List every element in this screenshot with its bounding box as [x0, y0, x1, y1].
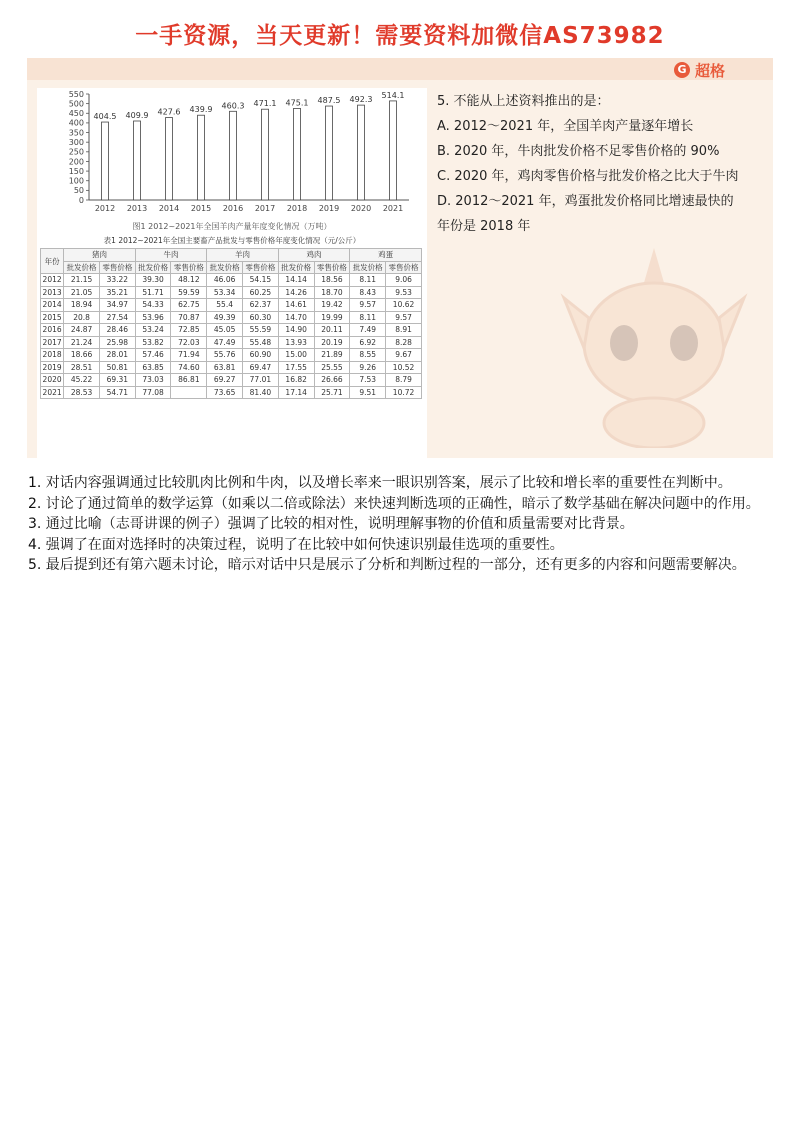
table-cell: 62.37: [243, 299, 279, 312]
y-tick-label: 550: [68, 89, 84, 99]
price-type-header: 批发价格: [135, 261, 171, 274]
table-cell: 19.99: [314, 311, 350, 324]
y-tick-label: 300: [68, 137, 84, 147]
price-type-header: 零售价格: [171, 261, 207, 274]
note-item: 3. 通过比喻（志哥讲课的例子）强调了比较的相对性，说明理解事物的价值和质量需要对比背景。: [28, 516, 634, 532]
price-type-header: 批发价格: [64, 261, 100, 274]
table-cell: 55.59: [243, 324, 279, 337]
table-cell: 21.89: [314, 349, 350, 362]
table-cell: 7.49: [350, 324, 386, 337]
table-cell: 72.03: [171, 336, 207, 349]
table-cell: 55.48: [243, 336, 279, 349]
table-cell: 72.85: [171, 324, 207, 337]
table-cell: 39.30: [135, 274, 171, 287]
table-subheader-row: [41, 261, 422, 274]
table-cell: 24.87: [64, 324, 100, 337]
table-row: [41, 311, 422, 324]
table-cell: 50.81: [99, 361, 135, 374]
bar: [390, 101, 397, 200]
table-cell: 53.24: [135, 324, 171, 337]
table-cell: 71.94: [171, 349, 207, 362]
note-item: 4. 强调了在面对选择时的决策过程，说明了在比较中如何快速识别最佳选项的重要性。: [28, 536, 564, 553]
table-cell: 10.72: [386, 386, 422, 399]
table-cell: 17.55: [278, 361, 314, 374]
table-cell: 77.01: [243, 374, 279, 387]
note-item: 1. 对话内容强调通过比较肌肉比例和牛肉，以及增长率来一眼识别答案，展示了比较和增长率的重要性在判断中。: [28, 475, 732, 491]
table-cell: 2021: [41, 386, 64, 399]
y-tick-label: 100: [68, 176, 84, 186]
table-cell: 69.47: [243, 361, 279, 374]
table-cell: 2018: [41, 349, 64, 362]
bar: [326, 106, 333, 200]
table-cell: 10.52: [386, 361, 422, 374]
table-cell: 35.21: [99, 286, 135, 299]
data-label: 471.1: [253, 99, 277, 109]
x-tick-label: 2012: [94, 204, 116, 213]
table-cell: 69.27: [207, 374, 243, 387]
table-cell: 77.08: [135, 386, 171, 399]
table-cell: 54.71: [99, 386, 135, 399]
y-tick-label: 350: [68, 128, 84, 138]
top-strip: [27, 58, 773, 80]
question-screenshot: [27, 58, 773, 458]
table-cell: 18.56: [314, 274, 350, 287]
table-cell: 9.67: [386, 349, 422, 362]
table-cell: 74.60: [171, 361, 207, 374]
price-table: [40, 248, 422, 399]
brand: [674, 60, 725, 80]
table-cell: 20.11: [314, 324, 350, 337]
price-type-header: 零售价格: [386, 261, 422, 274]
table-cell: 13.93: [278, 336, 314, 349]
table-cell: 9.06: [386, 274, 422, 287]
table-cell: 2015: [41, 311, 64, 324]
x-tick-label: 2013: [126, 204, 148, 213]
table-cell: 28.01: [99, 349, 135, 362]
table-cell: 73.65: [207, 386, 243, 399]
y-tick-label: 250: [68, 147, 84, 157]
table-cell: 2016: [41, 324, 64, 337]
table-cell: 14.26: [278, 286, 314, 299]
data-label: 427.6: [157, 107, 181, 117]
table-cell: 49.39: [207, 311, 243, 324]
product-header: 牛肉: [135, 249, 207, 262]
year-header: 年份: [41, 249, 64, 274]
table-cell: 60.30: [243, 311, 279, 324]
question-stem: 5. 不能从上述资料推出的是：: [437, 94, 610, 109]
table-cell: 8.91: [386, 324, 422, 337]
table-cell: 60.25: [243, 286, 279, 299]
table-cell: 8.11: [350, 311, 386, 324]
x-tick-label: 2014: [158, 204, 180, 213]
brand-logo-icon: G: [674, 62, 690, 78]
table-cell: 9.57: [386, 311, 422, 324]
data-figure: [37, 88, 427, 458]
table-cell: 7.53: [350, 374, 386, 387]
table-cell: 46.06: [207, 274, 243, 287]
mutton-production-bar-chart: [37, 88, 427, 220]
y-tick-label: 500: [68, 99, 84, 109]
data-label: 514.1: [381, 90, 405, 100]
option-d: D. 2012～2021 年，鸡蛋批发价格同比增速最快的: [437, 194, 734, 209]
data-label: 460.3: [221, 101, 245, 111]
table-cell: 9.53: [386, 286, 422, 299]
bar: [294, 108, 301, 200]
y-tick-label: 400: [68, 118, 84, 128]
table-cell: 6.92: [350, 336, 386, 349]
y-tick-label: 450: [68, 109, 84, 119]
table-row: [41, 299, 422, 312]
table-cell: 14.14: [278, 274, 314, 287]
option-c: C. 2020 年，鸡肉零售价格与批发价格之比大于牛肉: [437, 169, 739, 184]
option-d-continued: 年份是 2018 年: [437, 219, 531, 234]
table-cell: 53.34: [207, 286, 243, 299]
table-cell: 55.4: [207, 299, 243, 312]
table-cell: 14.70: [278, 311, 314, 324]
bar: [230, 111, 237, 200]
chart-caption: 图1 2012~2021年全国羊肉产量年度变化情况（万吨）: [132, 222, 332, 231]
table-caption: 表1 2012~2021年全国主要畜产品批发与零售价格年度变化情况（元/公斤）: [103, 236, 361, 245]
table-cell: 33.22: [99, 274, 135, 287]
table-cell: 63.85: [135, 361, 171, 374]
table-cell: 57.46: [135, 349, 171, 362]
table-cell: 21.15: [64, 274, 100, 287]
table-cell: 60.90: [243, 349, 279, 362]
table-cell: 9.26: [350, 361, 386, 374]
table-cell: 55.76: [207, 349, 243, 362]
table-cell: 51.71: [135, 286, 171, 299]
x-tick-label: 2021: [382, 204, 404, 213]
table-cell: 70.87: [171, 311, 207, 324]
table-cell: 18.66: [64, 349, 100, 362]
table-cell: 2020: [41, 374, 64, 387]
data-label: 404.5: [93, 112, 117, 122]
table-row: [41, 361, 422, 374]
table-cell: 28.51: [64, 361, 100, 374]
table-cell: 9.51: [350, 386, 386, 399]
bar: [134, 121, 141, 200]
option-b: B. 2020 年，牛肉批发价格不足零售价格的 90%: [437, 144, 720, 159]
note-item: 5. 最后提到还有第六题未讨论，暗示对话中只是展示了分析和判断过程的一部分，还有更多的内容和问题需要解决。: [28, 557, 746, 573]
table-cell: [171, 386, 207, 399]
table-cell: 14.90: [278, 324, 314, 337]
table-cell: 2013: [41, 286, 64, 299]
table-cell: 28.46: [99, 324, 135, 337]
x-tick-label: 2019: [318, 204, 340, 213]
table-row: [41, 324, 422, 337]
x-tick-label: 2017: [254, 204, 276, 213]
table-cell: 18.70: [314, 286, 350, 299]
table-cell: 53.96: [135, 311, 171, 324]
bar: [262, 109, 269, 200]
table-cell: 69.31: [99, 374, 135, 387]
bar: [166, 118, 173, 200]
table-cell: 15.00: [278, 349, 314, 362]
table-cell: 81.40: [243, 386, 279, 399]
table-cell: 47.49: [207, 336, 243, 349]
x-tick-label: 2018: [286, 204, 308, 213]
table-cell: 28.53: [64, 386, 100, 399]
table-row: [41, 336, 422, 349]
table-cell: 48.12: [171, 274, 207, 287]
table-header-row: [41, 249, 422, 262]
table-cell: 18.94: [64, 299, 100, 312]
table-row: [41, 386, 422, 399]
product-header: 鸡蛋: [350, 249, 422, 262]
price-type-header: 批发价格: [350, 261, 386, 274]
table-cell: 8.79: [386, 374, 422, 387]
table-cell: 2017: [41, 336, 64, 349]
price-type-header: 零售价格: [314, 261, 350, 274]
y-tick-label: 200: [68, 157, 84, 167]
x-tick-label: 2016: [222, 204, 244, 213]
table-cell: 2019: [41, 361, 64, 374]
x-tick-label: 2015: [190, 204, 212, 213]
table-cell: 8.11: [350, 274, 386, 287]
table-cell: 16.82: [278, 374, 314, 387]
table-row: [41, 286, 422, 299]
data-label: 487.5: [317, 96, 341, 106]
data-label: 409.9: [125, 111, 149, 121]
table-cell: 59.59: [171, 286, 207, 299]
table-cell: 53.82: [135, 336, 171, 349]
table-cell: 86.81: [171, 374, 207, 387]
table-cell: 25.98: [99, 336, 135, 349]
product-header: 猪肉: [64, 249, 136, 262]
table-cell: 21.05: [64, 286, 100, 299]
table-cell: 25.55: [314, 361, 350, 374]
table-cell: 54.15: [243, 274, 279, 287]
price-type-header: 批发价格: [207, 261, 243, 274]
mascot-watermark-icon: [559, 238, 749, 448]
price-type-header: 零售价格: [243, 261, 279, 274]
option-a: A. 2012～2021 年，全国羊肉产量逐年增长: [437, 119, 694, 134]
table-cell: 14.61: [278, 299, 314, 312]
table-cell: 17.14: [278, 386, 314, 399]
bar: [198, 115, 205, 200]
question-block: [437, 89, 767, 239]
bar: [358, 105, 365, 200]
table-cell: 2014: [41, 299, 64, 312]
y-tick-label: 0: [78, 195, 84, 205]
data-label: 475.1: [285, 98, 309, 108]
table-cell: 10.62: [386, 299, 422, 312]
y-tick-label: 50: [73, 186, 84, 196]
table-cell: 2012: [41, 274, 64, 287]
table-cell: 45.05: [207, 324, 243, 337]
table-cell: 19.42: [314, 299, 350, 312]
table-cell: 34.97: [99, 299, 135, 312]
table-row: [41, 349, 422, 362]
table-cell: 62.75: [171, 299, 207, 312]
summary-notes: [28, 473, 768, 576]
brand-name: 超格: [694, 61, 725, 80]
table-row: [41, 374, 422, 387]
table-row: [41, 274, 422, 287]
data-label: 492.3: [349, 95, 373, 105]
price-type-header: 零售价格: [99, 261, 135, 274]
data-label: 439.9: [189, 105, 213, 115]
y-tick-label: 150: [68, 166, 84, 176]
table-cell: 20.8: [64, 311, 100, 324]
table-cell: 9.57: [350, 299, 386, 312]
x-tick-label: 2020: [350, 204, 372, 213]
price-type-header: 批发价格: [278, 261, 314, 274]
table-cell: 21.24: [64, 336, 100, 349]
table-cell: 27.54: [99, 311, 135, 324]
table-cell: 26.66: [314, 374, 350, 387]
product-header: 羊肉: [207, 249, 279, 262]
banner-text: 一手资源，当天更新！需要资料加微信AS73982: [135, 23, 665, 49]
table-cell: 8.43: [350, 286, 386, 299]
banner: [27, 14, 773, 58]
table-cell: 8.55: [350, 349, 386, 362]
table-cell: 20.19: [314, 336, 350, 349]
note-item: 2. 讨论了通过简单的数学运算（如乘以二倍或除法）来快速判断选项的正确性，暗示了数学基础在解决问题中的作用。: [28, 495, 760, 512]
table-cell: 45.22: [64, 374, 100, 387]
table-cell: 63.81: [207, 361, 243, 374]
table-cell: 8.28: [386, 336, 422, 349]
table-cell: 54.33: [135, 299, 171, 312]
bar: [102, 122, 109, 200]
table-cell: 25.71: [314, 386, 350, 399]
table-cell: 73.03: [135, 374, 171, 387]
product-header: 鸡肉: [278, 249, 350, 262]
